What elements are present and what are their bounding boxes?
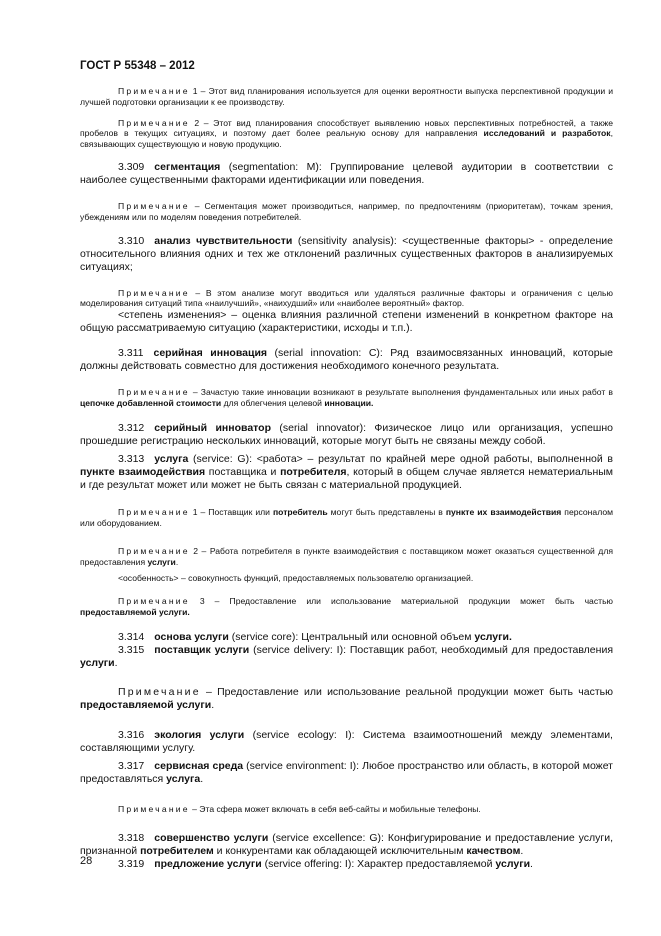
bold-term: сегментация	[154, 160, 221, 173]
term-number: 3.310	[118, 234, 145, 247]
note-label: Примечание	[118, 200, 190, 211]
bold-term: услуги.	[474, 631, 512, 644]
text-run: (service ecology: I): Система взаимоотношений между элементами, составляющими услугу.	[80, 729, 613, 755]
term-number: 3.312	[118, 421, 145, 434]
bold-term: услуга	[154, 452, 189, 465]
text-run: .	[211, 699, 215, 712]
term-number: 3.311	[118, 347, 144, 360]
note-label: Примечание	[118, 506, 190, 517]
text-run: могут быть представлены в	[327, 506, 446, 517]
bold-term: потребитель	[272, 506, 328, 517]
note-label: Примечание	[118, 686, 201, 699]
term-number: 3.313	[118, 452, 145, 465]
text-run: и конкурентами как обладающей исключительным	[213, 845, 467, 858]
term-entry-3-317	[80, 760, 613, 786]
note-paragraph	[80, 387, 613, 409]
bold-term: предоставляемой услуги	[80, 699, 212, 712]
bold-term: исследований и разработок	[483, 128, 611, 139]
text-run: (service environment: I): Любое пространство или область, в которой может предоставляться	[80, 760, 613, 786]
text-run: 3 – Предоставление или использование материальной продукции может быть частью	[189, 595, 613, 606]
page-number: 28	[80, 855, 93, 867]
term-number: 3.318	[118, 832, 145, 845]
text-run: для облегчения целевой	[221, 397, 325, 408]
bold-term: услуги	[80, 657, 115, 670]
bold-term: совершенство услуги	[154, 832, 269, 845]
note-paragraph	[80, 804, 613, 815]
page-header: ГОСТ Р 55348 – 2012	[80, 60, 195, 72]
bold-term: потребителя	[280, 465, 347, 478]
note-label: Примечание	[118, 546, 190, 557]
text-run: , связывающих существующую и новую продукцию.	[80, 128, 613, 150]
text-run: (service delivery: I): Поставщик работ, необходимый для предоставления	[249, 644, 614, 657]
bold-term: анализ чувствительности	[154, 234, 293, 247]
term-entry-3-318	[80, 832, 613, 858]
bold-term: сервисная среда	[154, 760, 244, 773]
note-paragraph	[80, 86, 613, 108]
bold-term: цепочке добавленной стоимости	[80, 397, 222, 408]
text-run: (service excellence: G): Конфигурирование и предоставление услуги, признанной	[80, 832, 613, 858]
note-paragraph	[80, 118, 613, 150]
bold-term: серийная инновация	[153, 347, 268, 360]
bold-term: предложение услуги	[154, 858, 262, 871]
term-entry-3-319	[80, 858, 613, 871]
term-number: 3.315	[118, 644, 145, 657]
text-run: 1 – Этот вид планирования используется для оценки вероятности выпуска перспективной продукции и лучшей подготовки организации к ее производству.	[80, 86, 613, 107]
bold-term: потребителем	[140, 845, 214, 858]
text-run: 2 – Работа потребителя в пункте взаимодействия с поставщиком может оказаться существенной для предоставления	[80, 546, 613, 568]
text-run: <степень изменения> – оценка влияния различной степени изменений в конкретном факторе на общую рассматриваемую ситуацию (характеристики, исходы и т.п.).	[80, 309, 613, 335]
term-entry-3-312	[80, 422, 613, 448]
note-label: Примечание	[118, 287, 190, 298]
text-run: – Сегментация может производиться, например, по предпочтениям (приоритетам), точкам зрения, убеждениям или по моделям поведения потребителей.	[80, 200, 613, 222]
note-label: Примечание	[118, 117, 190, 128]
text-run: .	[114, 657, 118, 670]
term-entry-3-316	[80, 729, 613, 755]
note-paragraph	[80, 288, 613, 310]
sub-definition	[80, 309, 613, 335]
note-paragraph	[80, 596, 613, 618]
text-run: – Эта сфера может включать в себя веб-сайты и мобильные телефоны.	[189, 804, 481, 815]
text-run: 2 – Этот вид планирования способствует выявлению новых перспективных потребностей, а также пробелов в текущих ситуациях, и поэтому дает более реальную основу для направления	[80, 117, 613, 139]
bold-term: предоставляемой услуги.	[80, 606, 190, 617]
text-run: <особенность> – совокупность функций, предоставляемых пользователю организацией.	[118, 572, 474, 583]
note-paragraph	[80, 546, 613, 568]
note-label: Примечание	[118, 595, 190, 606]
note-paragraph	[80, 507, 613, 529]
term-entry-3-310	[80, 235, 613, 274]
bold-term: качеством	[466, 845, 521, 858]
text-run: – В этом анализе могут вводиться или удаляться различные факторы и ограничения с целью моделирования ситуаций типа «наилучший», «наихудший» или «наиболее вероятный» фактор.	[80, 287, 613, 309]
bold-term: услуги	[495, 858, 531, 871]
bold-term: пункте взаимодействия	[80, 465, 206, 478]
term-number: 3.316	[118, 729, 145, 742]
text-run: .	[530, 858, 533, 871]
term-number: 3.314	[118, 631, 145, 644]
text-run: поставщика и	[205, 465, 281, 478]
text-run: .	[200, 773, 204, 786]
bold-term: основа услуги	[154, 631, 229, 644]
text-run: (sensitivity analysis): <существенные факторы> - определение относительного влияния одних и тех же отклонений различных существенных факторов в анализируемых ситуациях;	[80, 234, 613, 273]
text-run: – Предоставление или использование реальной продукции может быть частью	[200, 686, 613, 699]
text-run: – Зачастую такие инновации возникают в результате выполнения фундаментальных или иных работ в	[189, 387, 613, 398]
term-entry-3-315	[80, 644, 613, 670]
text-run: .	[175, 557, 179, 568]
term-number: 3.309	[118, 160, 145, 173]
term-number: 3.317	[118, 760, 145, 773]
text-run: (serial innovator): Физическое лицо или организация, успешно прошедшие регистрацию нескольких инноваций, которые могут быть не связаны между собой.	[80, 421, 613, 447]
text-run: , который в общем случае является нематериальным и где результат может или может не быть связан с материальной продукцией.	[80, 465, 614, 491]
bold-term: серийный инноватор	[154, 421, 271, 434]
term-entry-3-313	[80, 453, 613, 492]
text-run: (serial innovation: C): Ряд взаимосвязанных инноваций, которые должны действовать совместно для достижения необходимого конечного результата.	[80, 347, 613, 373]
bold-term: инновации.	[324, 397, 374, 408]
text-run: персоналом или оборудованием.	[80, 506, 614, 528]
bold-term: услуги	[147, 557, 176, 568]
text-run: .	[520, 845, 524, 858]
text-run: (service: G): <работа> – результат по крайней мере одной работы, выполненной в	[188, 452, 613, 465]
bold-term: пункте их взаимодействия	[445, 506, 562, 517]
bold-term: экология услуги	[154, 729, 245, 742]
term-number: 3.319	[118, 858, 145, 871]
text-run: (service core): Центральный или основной объем	[228, 631, 475, 644]
text-run: 1 – Поставщик или	[189, 506, 273, 517]
term-entry-3-309	[80, 161, 613, 187]
page-content	[80, 86, 613, 871]
term-entry-3-311	[80, 347, 613, 373]
term-entry-3-314	[80, 631, 613, 644]
text-run: (segmentation: M): Группирование целевой аудитории в соответствии с наиболее существенными факторами идентификации или поведения.	[80, 160, 613, 186]
note-paragraph	[80, 201, 613, 223]
sub-definition	[80, 573, 613, 584]
note-paragraph	[80, 686, 613, 712]
note-label: Примечание	[118, 86, 190, 96]
note-label: Примечание	[118, 804, 190, 815]
text-run: (service offering: I): Характер предоставляемой	[261, 858, 496, 871]
bold-term: поставщик услуги	[154, 644, 250, 657]
note-label: Примечание	[118, 387, 190, 398]
bold-term: услуга	[166, 773, 201, 786]
